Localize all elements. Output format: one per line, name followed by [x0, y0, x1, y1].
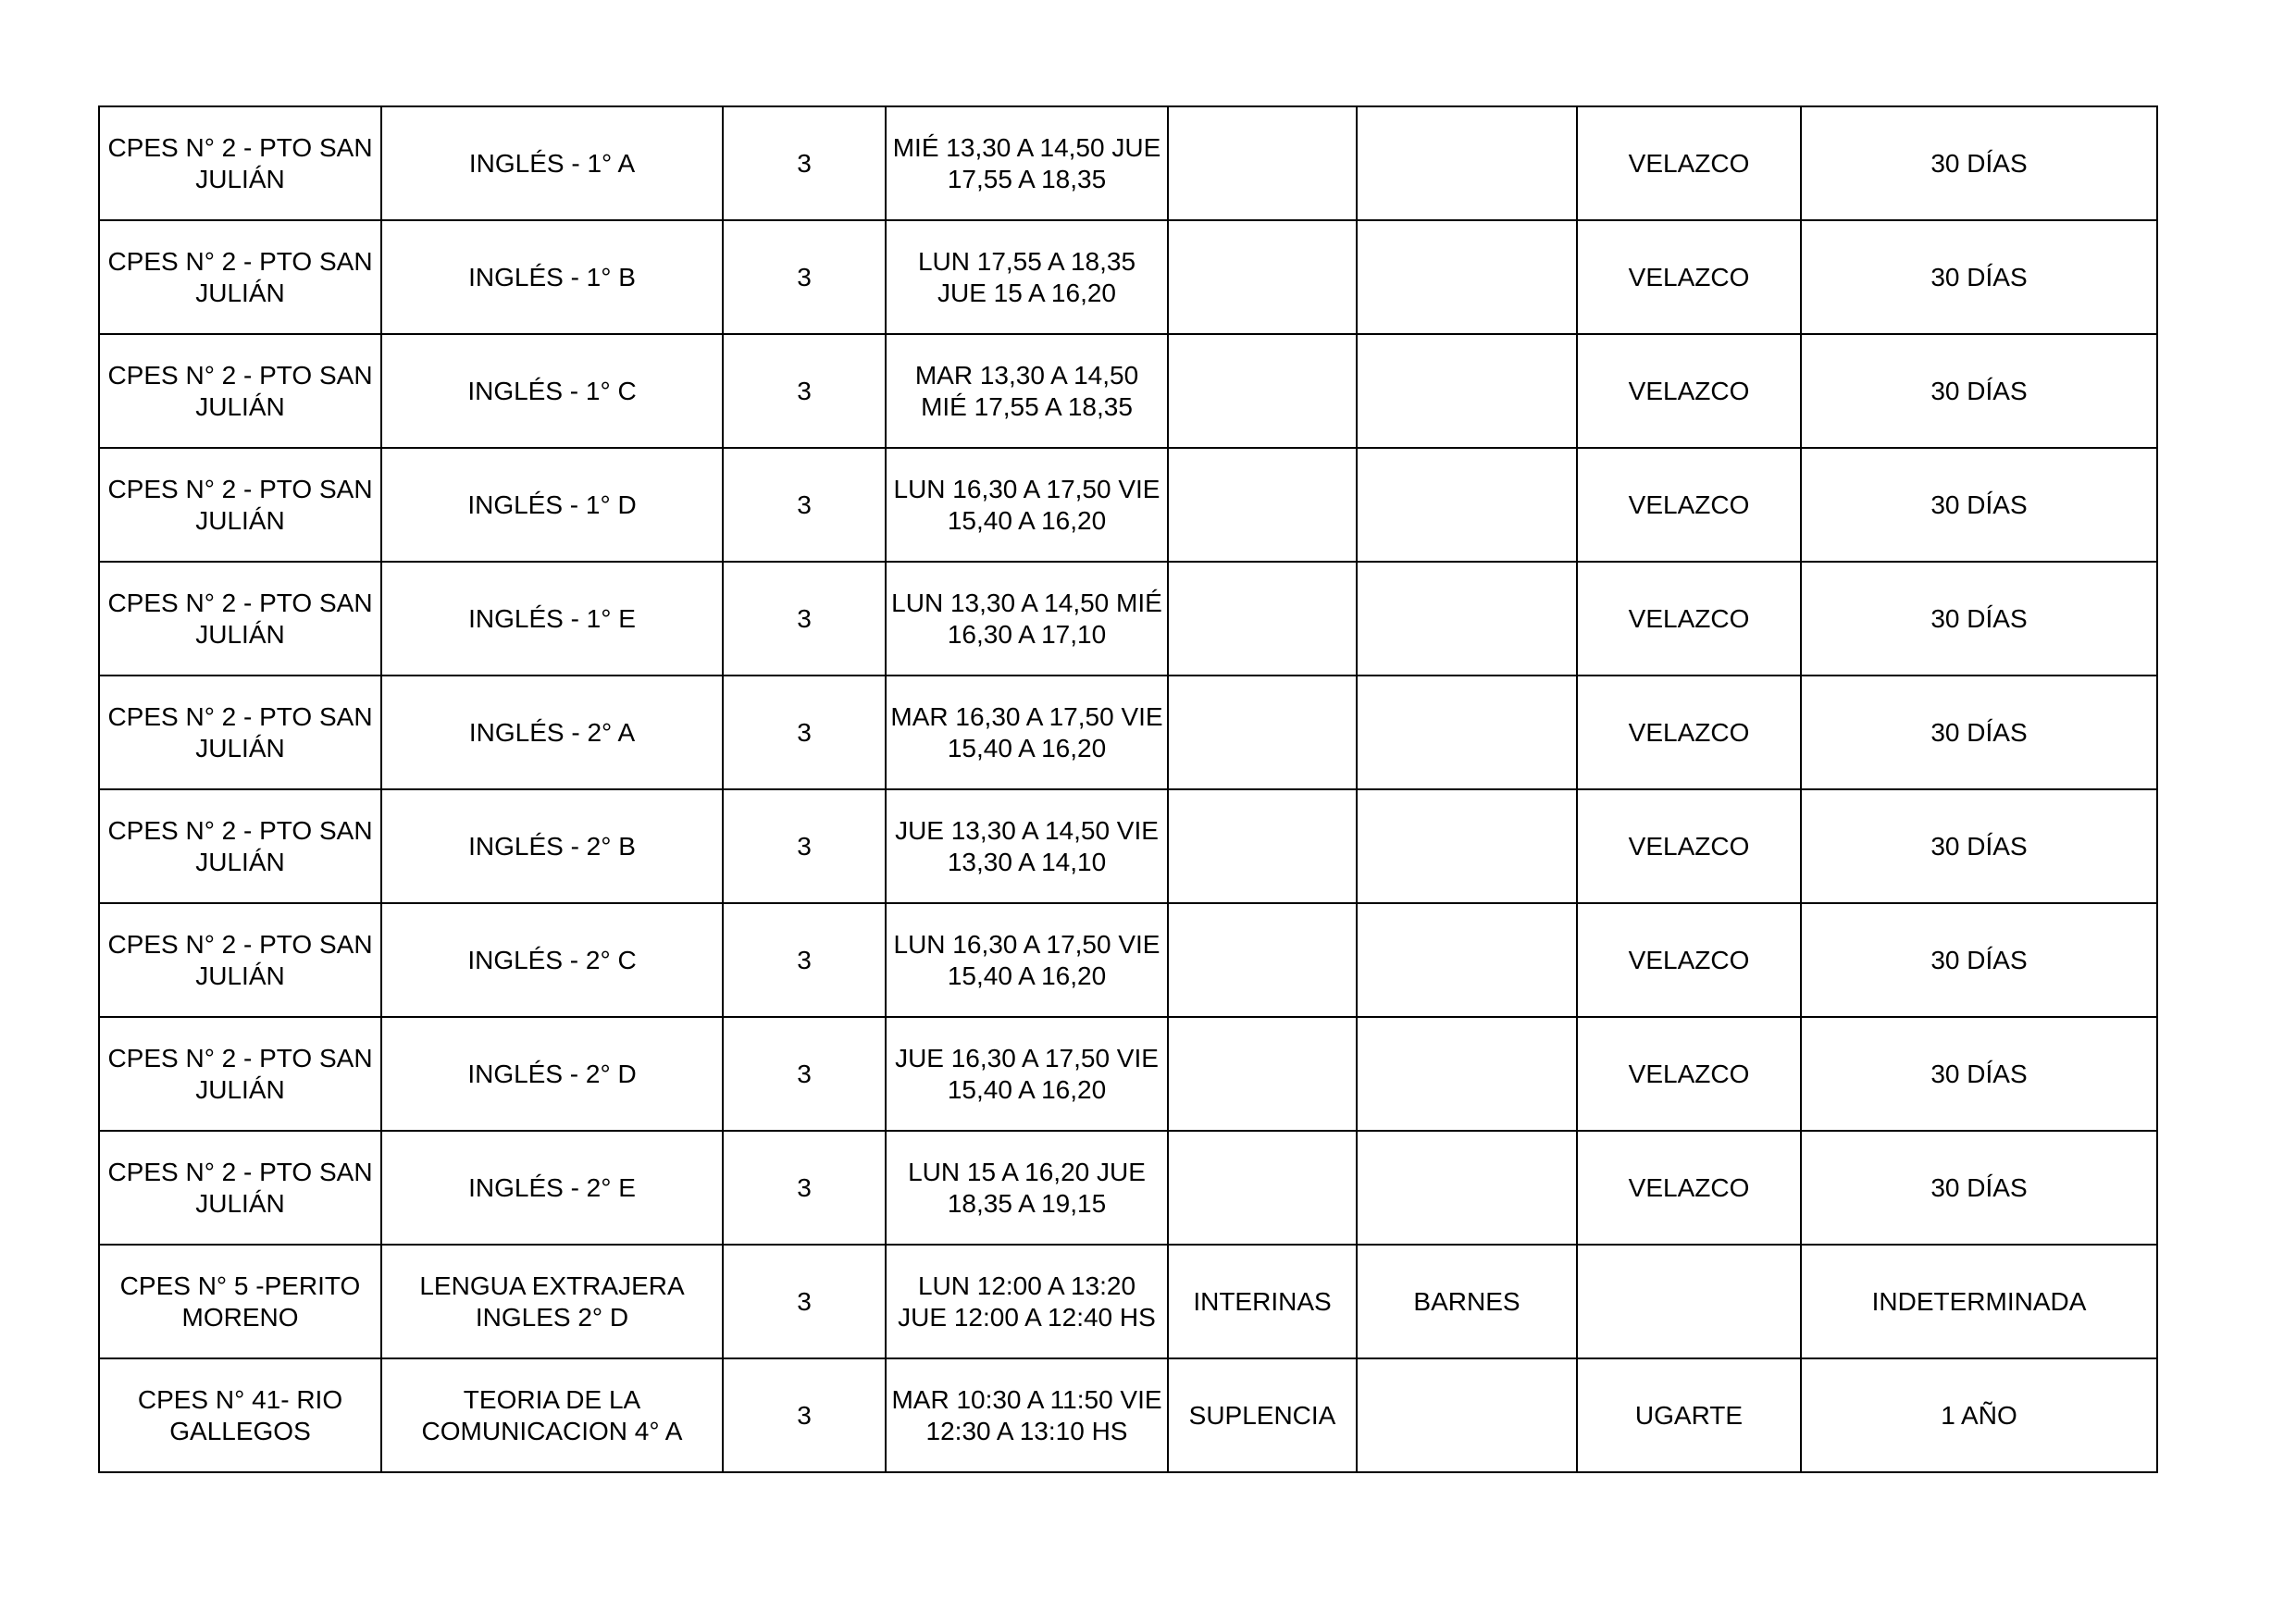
substitute-cell: VELAZCO: [1577, 334, 1801, 448]
duration-cell: 1 AÑO: [1801, 1358, 2157, 1472]
school-cell: CPES N° 5 -PERITO MORENO: [99, 1245, 381, 1358]
status-cell: SUPLENCIA: [1168, 1358, 1357, 1472]
table-row: [99, 903, 2157, 1017]
subject-cell: TEORIA DE LA COMUNICACION 4° A: [381, 1358, 723, 1472]
table-row: [99, 448, 2157, 562]
school-cell: CPES N° 2 - PTO SAN JULIÁN: [99, 106, 381, 220]
holder-cell: [1357, 903, 1577, 1017]
subject-cell: INGLÉS - 1° B: [381, 220, 723, 334]
table-row: [99, 1245, 2157, 1358]
holder-cell: [1357, 676, 1577, 789]
table-row: [99, 106, 2157, 220]
hours-cell: 3: [723, 1245, 886, 1358]
schedule-cell: JUE 13,30 A 14,50 VIE 13,30 A 14,10: [886, 789, 1168, 903]
table-row: [99, 334, 2157, 448]
substitute-cell: VELAZCO: [1577, 448, 1801, 562]
status-cell: [1168, 789, 1357, 903]
duration-cell: 30 DÍAS: [1801, 1017, 2157, 1131]
substitute-cell: VELAZCO: [1577, 562, 1801, 676]
duration-cell: 30 DÍAS: [1801, 1131, 2157, 1245]
hours-cell: 3: [723, 903, 886, 1017]
holder-cell: [1357, 562, 1577, 676]
subject-cell: INGLÉS - 1° C: [381, 334, 723, 448]
schedule-cell: MAR 13,30 A 14,50 MIÉ 17,55 A 18,35: [886, 334, 1168, 448]
schedule-cell: MIÉ 13,30 A 14,50 JUE 17,55 A 18,35: [886, 106, 1168, 220]
status-cell: [1168, 676, 1357, 789]
school-cell: CPES N° 2 - PTO SAN JULIÁN: [99, 220, 381, 334]
school-cell: CPES N° 2 - PTO SAN JULIÁN: [99, 334, 381, 448]
school-cell: CPES N° 2 - PTO SAN JULIÁN: [99, 562, 381, 676]
hours-cell: 3: [723, 220, 886, 334]
schedule-cell: MAR 16,30 A 17,50 VIE 15,40 A 16,20: [886, 676, 1168, 789]
hours-cell: 3: [723, 1131, 886, 1245]
schedule-cell: LUN 16,30 A 17,50 VIE 15,40 A 16,20: [886, 903, 1168, 1017]
table-row: [99, 1131, 2157, 1245]
school-cell: CPES N° 2 - PTO SAN JULIÁN: [99, 1017, 381, 1131]
substitute-cell: VELAZCO: [1577, 676, 1801, 789]
substitute-cell: VELAZCO: [1577, 903, 1801, 1017]
school-cell: CPES N° 2 - PTO SAN JULIÁN: [99, 676, 381, 789]
status-cell: [1168, 1017, 1357, 1131]
holder-cell: [1357, 1017, 1577, 1131]
school-cell: CPES N° 2 - PTO SAN JULIÁN: [99, 789, 381, 903]
schedule-cell: LUN 13,30 A 14,50 MIÉ 16,30 A 17,10: [886, 562, 1168, 676]
table-row: [99, 1358, 2157, 1472]
schedule-cell: LUN 17,55 A 18,35 JUE 15 A 16,20: [886, 220, 1168, 334]
substitute-cell: VELAZCO: [1577, 106, 1801, 220]
table-row: [99, 676, 2157, 789]
status-cell: [1168, 903, 1357, 1017]
hours-cell: 3: [723, 676, 886, 789]
school-cell: CPES N° 2 - PTO SAN JULIÁN: [99, 1131, 381, 1245]
substitute-cell: VELAZCO: [1577, 789, 1801, 903]
substitute-cell: VELAZCO: [1577, 1017, 1801, 1131]
duration-cell: 30 DÍAS: [1801, 106, 2157, 220]
status-cell: [1168, 562, 1357, 676]
subject-cell: INGLÉS - 2° A: [381, 676, 723, 789]
holder-cell: [1357, 106, 1577, 220]
hours-cell: 3: [723, 448, 886, 562]
hours-cell: 3: [723, 1358, 886, 1472]
status-cell: [1168, 334, 1357, 448]
subject-cell: INGLÉS - 2° E: [381, 1131, 723, 1245]
school-cell: CPES N° 2 - PTO SAN JULIÁN: [99, 448, 381, 562]
substitute-cell: VELAZCO: [1577, 220, 1801, 334]
status-cell: [1168, 1131, 1357, 1245]
holder-cell: [1357, 220, 1577, 334]
duration-cell: 30 DÍAS: [1801, 676, 2157, 789]
status-cell: [1168, 448, 1357, 562]
subject-cell: INGLÉS - 2° D: [381, 1017, 723, 1131]
subject-cell: INGLÉS - 2° C: [381, 903, 723, 1017]
schedule-cell: LUN 16,30 A 17,50 VIE 15,40 A 16,20: [886, 448, 1168, 562]
subject-cell: INGLÉS - 1° D: [381, 448, 723, 562]
substitute-cell: [1577, 1245, 1801, 1358]
holder-cell: [1357, 448, 1577, 562]
duration-cell: 30 DÍAS: [1801, 448, 2157, 562]
hours-cell: 3: [723, 1017, 886, 1131]
holder-cell: BARNES: [1357, 1245, 1577, 1358]
holder-cell: [1357, 1131, 1577, 1245]
status-cell: [1168, 220, 1357, 334]
subject-cell: LENGUA EXTRAJERA INGLES 2° D: [381, 1245, 723, 1358]
table-row: [99, 220, 2157, 334]
duration-cell: INDETERMINADA: [1801, 1245, 2157, 1358]
hours-cell: 3: [723, 789, 886, 903]
schedule-cell: JUE 16,30 A 17,50 VIE 15,40 A 16,20: [886, 1017, 1168, 1131]
duration-cell: 30 DÍAS: [1801, 334, 2157, 448]
school-cell: CPES N° 2 - PTO SAN JULIÁN: [99, 903, 381, 1017]
table-row: [99, 1017, 2157, 1131]
hours-cell: 3: [723, 562, 886, 676]
table-body: [99, 106, 2157, 1472]
duration-cell: 30 DÍAS: [1801, 562, 2157, 676]
holder-cell: [1357, 334, 1577, 448]
subject-cell: INGLÉS - 1° E: [381, 562, 723, 676]
subject-cell: INGLÉS - 1° A: [381, 106, 723, 220]
subject-cell: INGLÉS - 2° B: [381, 789, 723, 903]
holder-cell: [1357, 1358, 1577, 1472]
status-cell: INTERINAS: [1168, 1245, 1357, 1358]
schedule-table: [98, 105, 2158, 1473]
table-row: [99, 789, 2157, 903]
hours-cell: 3: [723, 106, 886, 220]
duration-cell: 30 DÍAS: [1801, 903, 2157, 1017]
table-row: [99, 562, 2157, 676]
status-cell: [1168, 106, 1357, 220]
holder-cell: [1357, 789, 1577, 903]
school-cell: CPES N° 41- RIO GALLEGOS: [99, 1358, 381, 1472]
duration-cell: 30 DÍAS: [1801, 220, 2157, 334]
duration-cell: 30 DÍAS: [1801, 789, 2157, 903]
schedule-cell: LUN 12:00 A 13:20 JUE 12:00 A 12:40 HS: [886, 1245, 1168, 1358]
hours-cell: 3: [723, 334, 886, 448]
schedule-cell: MAR 10:30 A 11:50 VIE 12:30 A 13:10 HS: [886, 1358, 1168, 1472]
schedule-cell: LUN 15 A 16,20 JUE 18,35 A 19,15: [886, 1131, 1168, 1245]
substitute-cell: VELAZCO: [1577, 1131, 1801, 1245]
substitute-cell: UGARTE: [1577, 1358, 1801, 1472]
